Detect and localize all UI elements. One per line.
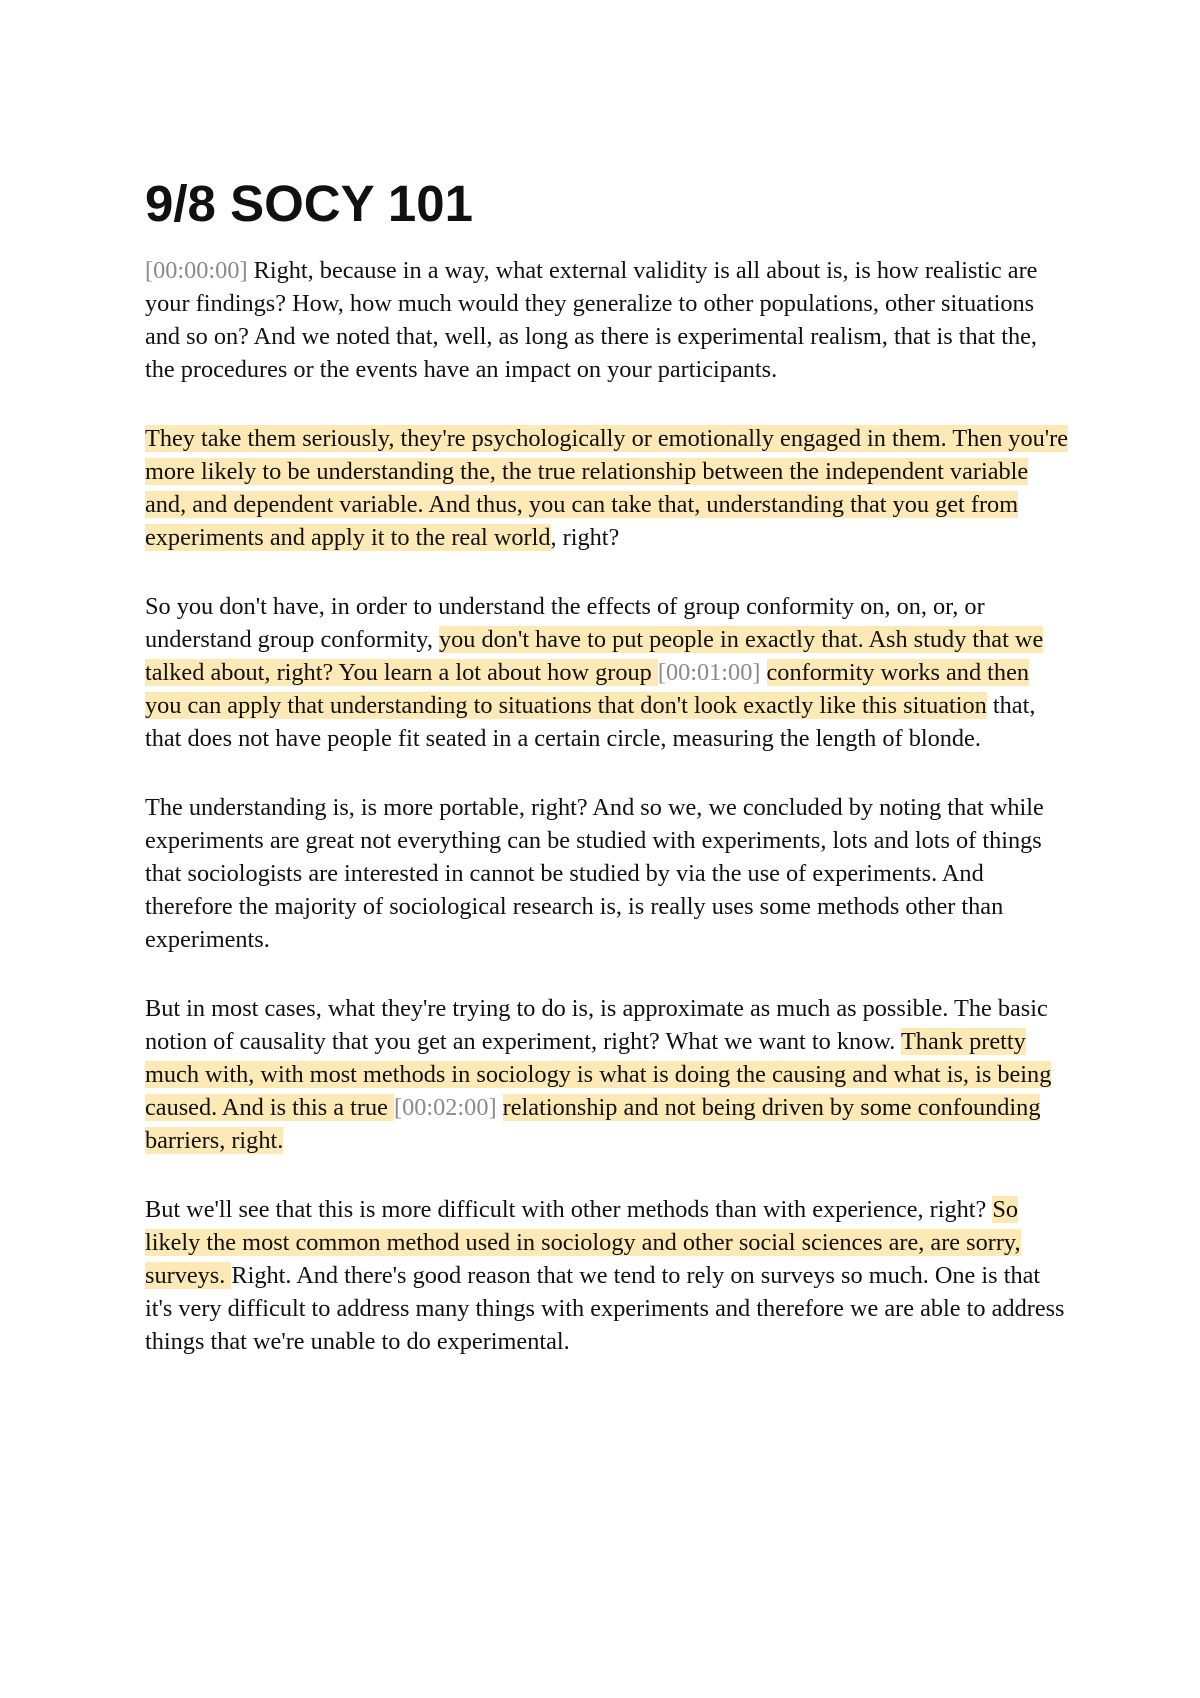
highlighted-text: you don't have to put people in exactly that. Ash study that we talked about, right? You learn a lot about how group bbox=[145, 626, 1044, 686]
highlighted-text: Thank pretty much with, with most methods in sociology is what is doing the causing and what is, is being caused. And is this a true bbox=[145, 1028, 1052, 1121]
body-text: , right? bbox=[550, 524, 620, 551]
body-text: So you don't have, in order to understand the effects of group conformity on, on, or, or understand group conformity, bbox=[145, 593, 985, 653]
transcript-paragraph bbox=[145, 254, 1070, 386]
document-body bbox=[145, 174, 1070, 1394]
transcript-paragraphs bbox=[145, 254, 1070, 1358]
timestamp: [00:01:00] bbox=[657, 659, 761, 686]
body-text: Right. And there's good reason that we tend to rely on surveys so much. One is that it's very difficult to address many things with experiments and therefore we are able to address things that we're unable to do experimental. bbox=[145, 1262, 1065, 1355]
body-text bbox=[760, 659, 766, 686]
body-text: The understanding is, is more portable, right? And so we, we concluded by noting that while experiments are great not everything can be studied with experiments, lots and lots of things that sociologists are interested in cannot be studied by via the use of experiments. And therefore the majority of sociological research is, is really uses some methods other than experiments. bbox=[145, 794, 1044, 953]
transcript-paragraph bbox=[145, 422, 1070, 554]
body-text bbox=[497, 1094, 503, 1121]
highlighted-text: So likely the most common method used in sociology and other social sciences are, are sorry, surveys. bbox=[145, 1196, 1021, 1289]
highlighted-text: conformity works and then you can apply that understanding to situations that don't look exactly like this situation bbox=[145, 659, 1030, 719]
transcript-paragraph bbox=[145, 1193, 1070, 1358]
body-text: But we'll see that this is more difficult with other methods than with experience, right? bbox=[145, 1196, 993, 1223]
highlighted-text: They take them seriously, they're psychologically or emotionally engaged in them. Then you're more likely to be understanding the, the true relationship between the independent variable and, and dependent variable. And thus, you can take that, understanding that you get from experiments and apply it to the real world bbox=[145, 425, 1069, 551]
body-text: Right, because in a way, what external validity is all about is, is how realistic are your findings? How, how much would they generalize to other populations, other situations and so on? And we noted that, well, as long as there is experimental realism, that is that the, the procedures or the events have an impact on your participants. bbox=[145, 257, 1038, 383]
transcript-paragraph bbox=[145, 992, 1070, 1157]
body-text: But in most cases, what they're trying to do is, is approximate as much as possible. The basic notion of causality that you get an experiment, right? What we want to know. bbox=[145, 995, 1048, 1055]
transcript-paragraph bbox=[145, 791, 1070, 956]
transcript-paragraph bbox=[145, 590, 1070, 755]
page-title: 9/8 SOCY 101 bbox=[145, 175, 473, 232]
timestamp: [00:02:00] bbox=[394, 1094, 497, 1121]
timestamp: [00:00:00] bbox=[145, 257, 248, 284]
body-text: that, that does not have people fit seated in a certain circle, measuring the length of blonde. bbox=[145, 692, 1036, 752]
highlighted-text: relationship and not being driven by some confounding barriers, right. bbox=[145, 1094, 1041, 1154]
